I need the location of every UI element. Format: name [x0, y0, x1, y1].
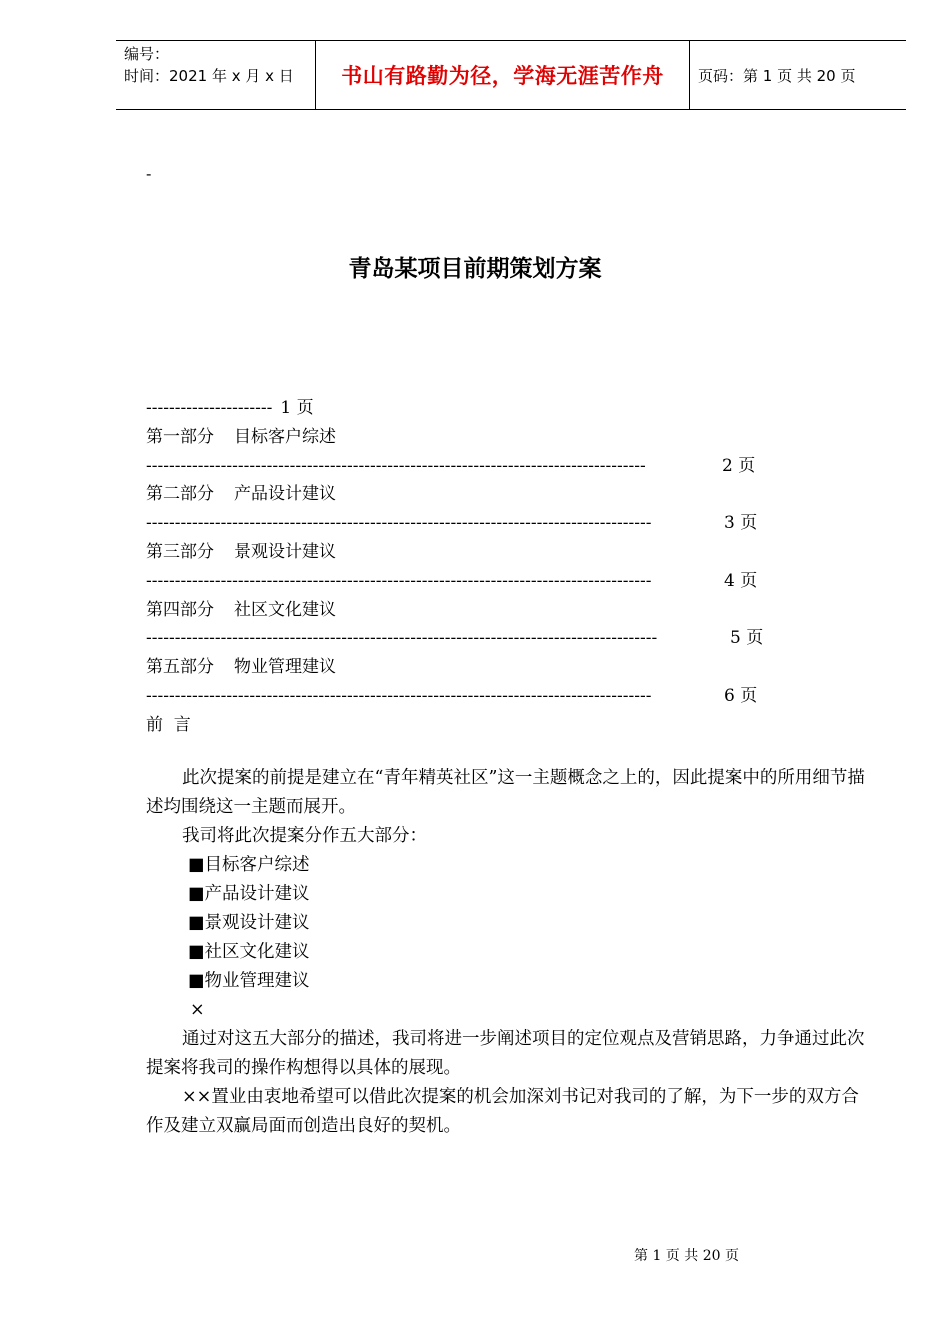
toc-page: 3 页: [724, 513, 758, 534]
toc-leader-line: [146, 624, 763, 653]
list-item: ■景观设计建议: [188, 913, 310, 933]
toc-page: 4 页: [724, 570, 758, 591]
toc-page: 1 页: [280, 398, 314, 418]
list-item: ■目标客户综述: [188, 855, 310, 875]
toc-section-name: 景观设计建议: [234, 541, 336, 562]
header-motto: [316, 41, 690, 109]
toc-section-label: 第四部分: [146, 599, 214, 620]
toc-leader: ----------------------------------------------------------------------------------------: [146, 513, 652, 534]
paragraph: 此次提案的前提是建立在“青年精英社区”这一主题概念之上的，因此提案中的所用细节描述均围绕这一主题而展开。: [146, 768, 865, 817]
toc-leader-line: [146, 682, 763, 711]
toc-page: 6 页: [724, 685, 758, 706]
toc-section: [146, 538, 763, 567]
toc-section-name: 物业管理建议: [234, 657, 336, 678]
list-item: ■物业管理建议: [188, 971, 310, 991]
toc-section-label: 第五部分: [146, 657, 214, 678]
header-page-info: [690, 41, 906, 109]
list-item: ■社区文化建议: [188, 942, 310, 962]
toc-first-line: [146, 394, 763, 423]
toc-leader: ---------------------------------------------------------------------------------------: [146, 455, 646, 476]
toc-leader: ----------------------------------------------------------------------------------------: [146, 570, 652, 591]
page-header: [116, 40, 906, 110]
toc-section-label: 第一部分: [146, 426, 214, 447]
toc-leader: ----------------------------------------------------------------------------------------: [146, 685, 652, 706]
serial-label: 编号：: [124, 45, 170, 63]
paragraph: ××置业由衷地希望可以借此次提案的机会加深刘书记对我司的了解，为下一步的双方合作及建立双赢局面而创造出良好的契机。: [146, 1087, 859, 1136]
toc-page: 5 页: [730, 628, 764, 649]
preface-heading: 前 言: [146, 714, 191, 735]
table-of-contents: [146, 394, 763, 740]
toc-leader: -----------------------------------------------------------------------------------------: [146, 628, 658, 649]
toc-section-name: 产品设计建议: [234, 484, 336, 505]
toc-leader: ----------------------: [146, 398, 273, 418]
paragraph: 我司将此次提案分作五大部分：: [182, 826, 427, 846]
page-info-text: 页码：第 1 页 共 20 页: [698, 66, 856, 85]
toc-leader-line: [146, 567, 763, 596]
toc-section: [146, 596, 763, 625]
toc-section-name: 目标客户综述: [234, 426, 336, 447]
toc-page: 2 页: [722, 455, 756, 476]
motto-text: 书山有路勤为径，学海无涯苦作舟: [341, 64, 664, 88]
toc-section: [146, 653, 763, 682]
list-item: ■产品设计建议: [188, 884, 310, 904]
dash-mark: -: [146, 164, 152, 183]
paragraph: 通过对这五大部分的描述，我司将进一步阐述项目的定位观点及营销思路，力争通过此次提案将我司的操作构想得以具体的展现。: [146, 1029, 865, 1078]
toc-section-label: 第三部分: [146, 541, 214, 562]
toc-section-name: 社区文化建议: [234, 599, 336, 620]
x-mark: ×: [190, 1000, 205, 1020]
header-meta: [116, 41, 316, 109]
page-footer: 第 1 页 共 20 页: [634, 1248, 739, 1264]
toc-section: [146, 480, 763, 509]
preface-body: [146, 764, 876, 1141]
toc-leader-line: [146, 509, 763, 538]
toc-section: [146, 423, 763, 452]
toc-leader-line: [146, 452, 763, 481]
document-title: 青岛某项目前期策划方案: [348, 256, 602, 282]
date-line: 时间：2021 年 x 月 x 日: [124, 67, 294, 85]
toc-section-label: 第二部分: [146, 484, 214, 505]
